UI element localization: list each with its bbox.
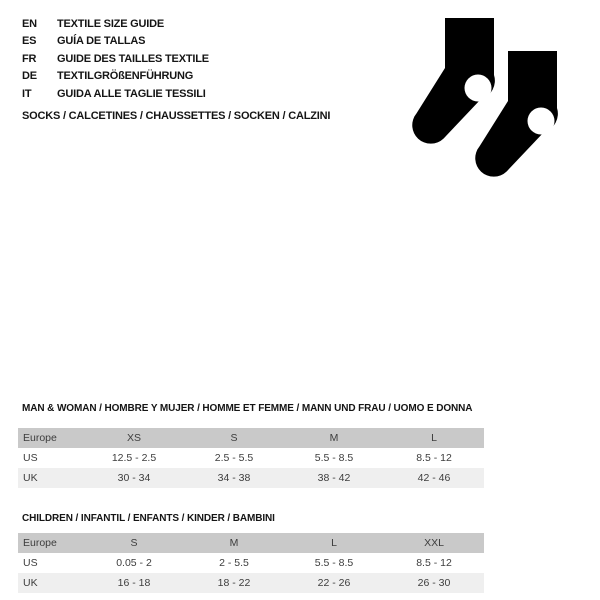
language-label: GUIDE DES TAILLES TEXTILE <box>57 52 209 65</box>
row-label: UK <box>23 472 38 484</box>
size-cell: 22 - 26 <box>317 577 351 589</box>
language-code: FR <box>22 52 37 65</box>
size-cell: 38 - 42 <box>317 472 351 484</box>
language-row-en <box>22 16 209 33</box>
table-row <box>18 468 484 488</box>
column-header: XS <box>126 432 141 444</box>
socks-icon <box>398 5 583 185</box>
column-header: Europe <box>23 432 57 444</box>
language-code: EN <box>22 18 37 30</box>
language-title-list <box>22 16 209 103</box>
table-title-man-woman: MAN & WOMAN / HOMBRE Y MUJER / HOMME ET FEMME / MANN UND FRAU / UOMO E DONNA <box>22 403 473 414</box>
size-cell: 2 - 5.5 <box>219 557 249 569</box>
column-header: L <box>431 432 437 444</box>
table-row <box>18 553 484 573</box>
size-cell: 5.5 - 8.5 <box>314 557 354 569</box>
language-row-it <box>22 86 209 103</box>
size-cell: 0.05 - 2 <box>116 557 152 569</box>
size-cell: 26 - 30 <box>417 577 451 589</box>
size-cell: 12.5 - 2.5 <box>111 452 157 464</box>
language-code: IT <box>22 87 32 100</box>
language-label: TEXTILGRÖßENFÜHRUNG <box>57 70 194 83</box>
category-title: SOCKS / CALCETINES / CHAUSSETTES / SOCKEN / CALZINI <box>22 110 331 122</box>
size-cell: 18 - 22 <box>217 577 251 589</box>
language-label: GUÍA DE TALLAS <box>57 35 146 48</box>
column-header: M <box>229 537 239 549</box>
size-table-man-woman <box>18 428 484 488</box>
language-row-de <box>22 68 209 85</box>
table-title-children: CHILDREN / INFANTIL / ENFANTS / KINDER / BAMBINI <box>22 513 275 524</box>
size-cell: 30 - 34 <box>117 472 151 484</box>
column-header: S <box>130 537 138 549</box>
size-cell: 34 - 38 <box>217 472 251 484</box>
table-row <box>18 573 484 593</box>
size-table-children <box>18 533 484 593</box>
language-label: GUIDA ALLE TAGLIE TESSILI <box>57 87 206 100</box>
row-label: UK <box>23 577 38 589</box>
size-cell: 8.5 - 12 <box>416 557 452 569</box>
table-header-row <box>18 533 484 553</box>
column-header: Europe <box>23 537 57 549</box>
size-cell: 16 - 18 <box>117 577 151 589</box>
column-header: S <box>230 432 238 444</box>
row-label: US <box>23 452 38 464</box>
table-header-row <box>18 428 484 448</box>
language-code: ES <box>22 35 37 48</box>
language-label: TEXTILE SIZE GUIDE <box>57 18 165 30</box>
size-cell: 42 - 46 <box>417 472 451 484</box>
language-row-es <box>22 33 209 50</box>
language-code: DE <box>22 70 37 83</box>
column-header: XXL <box>424 537 444 549</box>
table-row <box>18 448 484 468</box>
row-label: US <box>23 557 38 569</box>
column-header: M <box>329 432 339 444</box>
size-cell: 5.5 - 8.5 <box>314 452 354 464</box>
size-cell: 8.5 - 12 <box>416 452 452 464</box>
language-row-fr <box>22 51 209 68</box>
column-header: L <box>331 537 337 549</box>
size-cell: 2.5 - 5.5 <box>214 452 254 464</box>
